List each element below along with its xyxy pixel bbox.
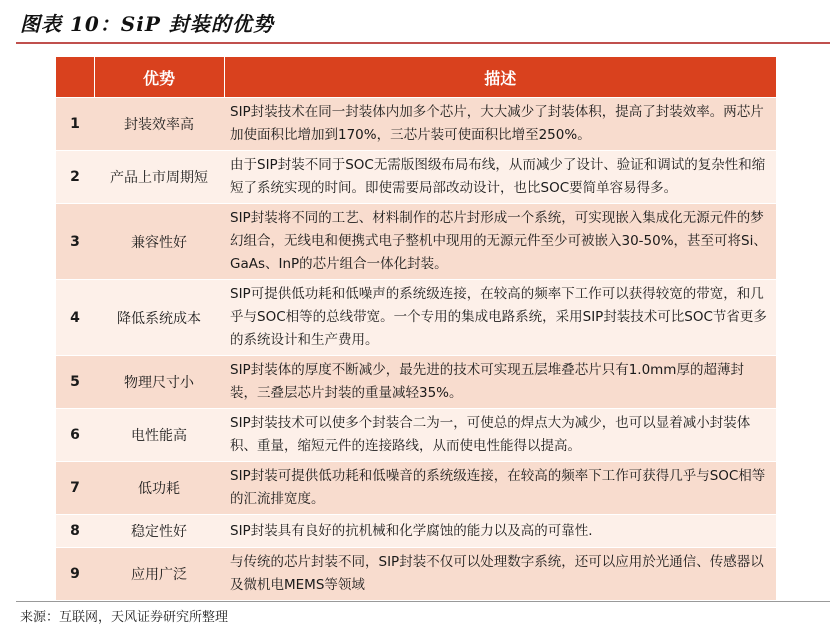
row-advantage: 稳定性好 bbox=[94, 515, 224, 548]
row-description: SIP封装技术可以使多个封装合二为一，可使总的焊点大为减少，也可以显着减小封装体积、重量，缩短元件的连接路线，从而使电性能得以提高。 bbox=[224, 409, 776, 462]
footer-divider bbox=[16, 601, 830, 602]
row-number: 7 bbox=[56, 462, 94, 515]
row-number: 2 bbox=[56, 151, 94, 204]
table-row bbox=[56, 280, 776, 356]
row-number: 9 bbox=[56, 548, 94, 601]
row-description: 由于SIP封装不同于SOC无需版图级布局布线，从而减少了设计、验证和调试的复杂性和缩短了系统实现的时间。即使需要局部改动设计，也比SOC要简单容易得多。 bbox=[224, 151, 776, 204]
row-number: 6 bbox=[56, 409, 94, 462]
table-row bbox=[56, 515, 776, 548]
row-number: 5 bbox=[56, 356, 94, 409]
advantages-table bbox=[56, 57, 776, 600]
row-description: SIP封装具有良好的抗机械和化学腐蚀的能力以及高的可靠性. bbox=[224, 515, 776, 548]
row-number: 3 bbox=[56, 204, 94, 280]
table-row bbox=[56, 356, 776, 409]
row-description: SIP封装可提供低功耗和低噪音的系统级连接，在较高的频率下工作可获得几乎与SOC相等的汇流排宽度。 bbox=[224, 462, 776, 515]
table-row bbox=[56, 409, 776, 462]
row-description: SIP封装将不同的工艺、材料制作的芯片封形成一个系统，可实现嵌入集成化无源元件的梦幻组合，无线电和便携式电子整机中现用的无源元件至少可被嵌入30-50%，甚至可将Si、GaAs、InP的芯片组合一体化封装。 bbox=[224, 204, 776, 280]
row-description: SIP可提供低功耗和低噪声的系统级连接，在较高的频率下工作可以获得较宽的带宽，和几乎与SOC相等的总线带宽。一个专用的集成电路系统，采用SIP封装技术可比SOC节省更多的系统设计和生产费用。 bbox=[224, 280, 776, 356]
table-row bbox=[56, 462, 776, 515]
row-advantage: 低功耗 bbox=[94, 462, 224, 515]
row-number: 8 bbox=[56, 515, 94, 548]
table-row bbox=[56, 151, 776, 204]
header-advantage: 优势 bbox=[94, 57, 224, 98]
row-number: 4 bbox=[56, 280, 94, 356]
row-description: SIP封装技术在同一封装体内加多个芯片，大大减少了封装体积，提高了封装效率。两芯片加使面积比增加到170%，三芯片装可使面积比增至250%。 bbox=[224, 98, 776, 151]
row-advantage: 降低系统成本 bbox=[94, 280, 224, 356]
row-advantage: 物理尺寸小 bbox=[94, 356, 224, 409]
title-divider bbox=[16, 42, 830, 44]
table-header-row bbox=[56, 57, 776, 98]
table-row bbox=[56, 98, 776, 151]
figure-title: 图表 10：SiP 封装的优势 bbox=[20, 12, 274, 36]
header-num bbox=[56, 57, 94, 98]
row-advantage: 电性能高 bbox=[94, 409, 224, 462]
source-note: 来源：互联网，天风证券研究所整理 bbox=[20, 610, 229, 625]
row-advantage: 产品上市周期短 bbox=[94, 151, 224, 204]
table-body bbox=[56, 98, 776, 601]
table-row bbox=[56, 548, 776, 601]
table-row bbox=[56, 204, 776, 280]
row-advantage: 封装效率高 bbox=[94, 98, 224, 151]
row-advantage: 兼容性好 bbox=[94, 204, 224, 280]
row-number: 1 bbox=[56, 98, 94, 151]
row-description: 与传统的芯片封装不同，SIP封装不仅可以处理数字系统，还可以应用於光通信、传感器以及微机电MEMS等领域 bbox=[224, 548, 776, 601]
row-description: SIP封装体的厚度不断减少，最先进的技术可实现五层堆叠芯片只有1.0mm厚的超薄封装，三叠层芯片封装的重量减轻35%。 bbox=[224, 356, 776, 409]
header-description: 描述 bbox=[224, 57, 776, 98]
advantages-table-container bbox=[56, 57, 776, 600]
row-advantage: 应用广泛 bbox=[94, 548, 224, 601]
